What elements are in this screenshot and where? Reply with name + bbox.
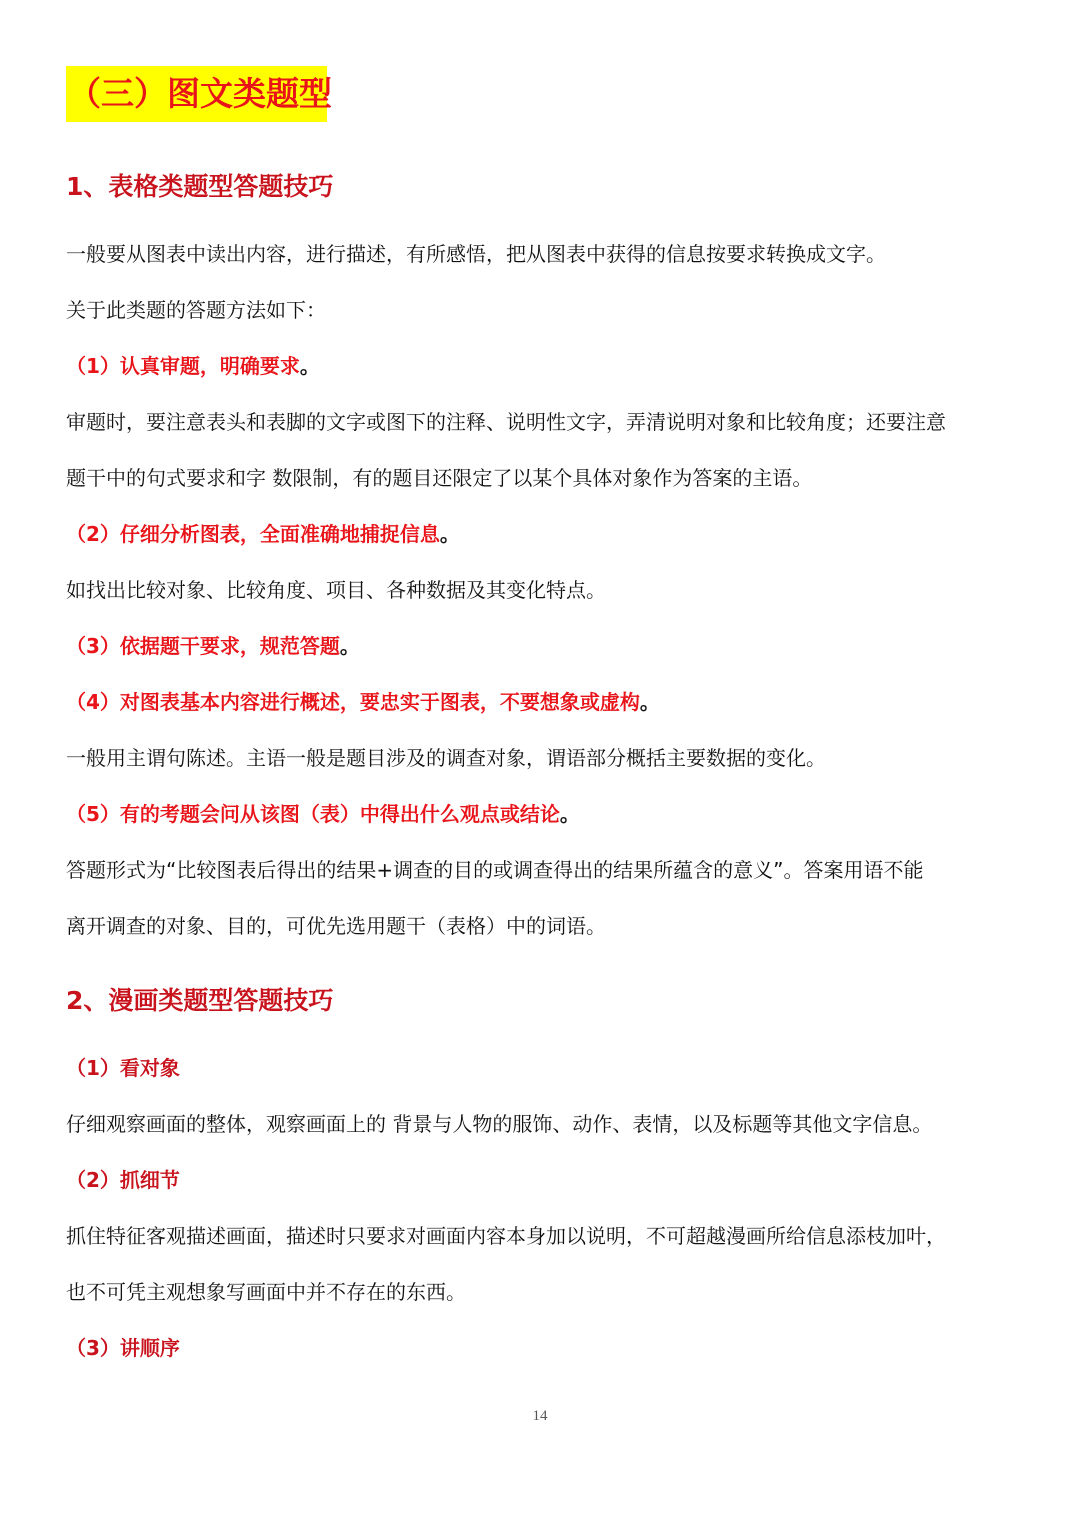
step-label: （5）有的考题会问从该图（表）中得出什么观点或结论 [66,802,560,826]
section-1-step-1-text-line-2: 题干中的句式要求和字 数限制，有的题目还限定了以某个具体对象作为答案的主语。 [66,466,813,490]
section-1-intro: 一般要从图表中读出内容，进行描述，有所感悟，把从图表中获得的信息按要求转换成文字。 [66,242,886,266]
section-1-step-1-heading [66,352,320,380]
section-1-step-2-heading [66,520,460,548]
step-label: （4）对图表基本内容进行概述，要忠实于图表，不要想象或虚构 [66,690,640,714]
section-1-step-3-heading [66,632,360,660]
section-1-step-5-text-line-1: 答题形式为“比较图表后得出的结果+调查的目的或调查得出的结果所蕴含的意义”。答案用语不能 [66,858,924,882]
section-2-heading: 2、漫画类题型答题技巧 [66,986,334,1015]
section-1-step-5-heading [66,800,580,828]
step-label: （3）依据题干要求，规范答题 [66,634,340,658]
section-1-step-4-heading [66,688,660,716]
section-2-step-1-heading: （1）看对象 [66,1056,180,1080]
section-2-step-1-text: 仔细观察画面的整体，观察画面上的 背景与人物的服饰、动作、表情，以及标题等其他文字信息。 [66,1112,933,1136]
section-2-step-2-text-line-2: 也不可凭主观想象写画面中并不存在的东西。 [66,1280,466,1304]
page-number: 14 [532,1408,548,1424]
section-1-method-intro: 关于此类题的答题方法如下： [66,298,326,322]
step-end-mark: 。 [639,690,660,714]
step-label: （1）认真审题，明确要求 [66,354,300,378]
section-1-step-1-text-line-1: 审题时，要注意表头和表脚的文字或图下的注释、说明性文字，弄清说明对象和比较角度；还要注意 [66,410,946,434]
section-2-step-3-heading: （3）讲顺序 [66,1336,180,1360]
step-end-mark: 。 [559,802,580,826]
section-2-step-2-heading: （2）抓细节 [66,1168,180,1192]
step-label: （2）仔细分析图表，全面准确地捕捉信息 [66,522,440,546]
section-1-step-2-text: 如找出比较对象、比较角度、项目、各种数据及其变化特点。 [66,578,606,602]
section-1-step-5-text-line-2: 离开调查的对象、目的，可优先选用题干（表格）中的词语。 [66,914,606,938]
section-2-step-2-text-line-1: 抓住特征客观描述画面，描述时只要求对画面内容本身加以说明，不可超越漫画所给信息添枝加叶， [66,1224,946,1248]
step-end-mark: 。 [299,354,320,378]
step-end-mark: 。 [339,634,360,658]
main-title: （三）图文类题型 [66,66,327,122]
section-1-step-4-text: 一般用主谓句陈述。主语一般是题目涉及的调查对象，谓语部分概括主要数据的变化。 [66,746,826,770]
section-1-heading: 1、表格类题型答题技巧 [66,172,334,201]
step-end-mark: 。 [439,522,460,546]
